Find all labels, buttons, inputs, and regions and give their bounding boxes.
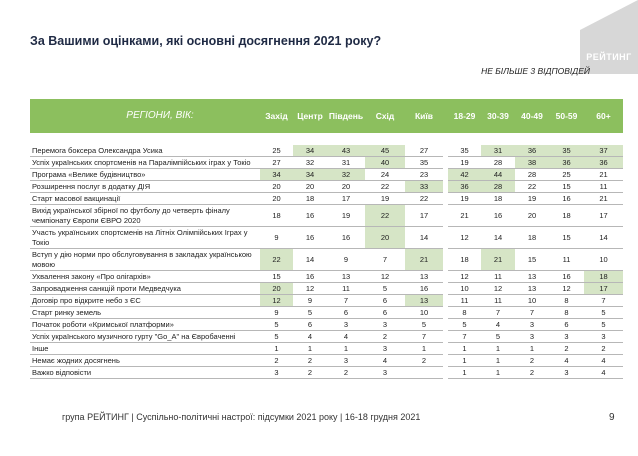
- value-cell: 14: [481, 227, 515, 249]
- value-cell: 18: [549, 205, 584, 227]
- value-cell: 16: [293, 205, 327, 227]
- value-cell: 34: [293, 145, 327, 157]
- page-title: За Вашими оцінками, які основні досягнення 2021 року?: [30, 34, 382, 48]
- value-cell: 12: [365, 271, 405, 283]
- table-row: [30, 205, 623, 227]
- value-cell: 20: [293, 181, 327, 193]
- table-row: [30, 227, 623, 249]
- value-cell: 3: [515, 331, 549, 343]
- value-cell: 21: [405, 249, 443, 271]
- table-row: [30, 295, 623, 307]
- value-cell: 38: [515, 157, 549, 169]
- col-header: Захід: [265, 111, 288, 121]
- table-row: [30, 319, 623, 331]
- value-cell: 27: [260, 157, 293, 169]
- value-cell: 12: [481, 283, 515, 295]
- value-cell: 36: [515, 145, 549, 157]
- value-cell: 40: [365, 157, 405, 169]
- value-cell: 3: [515, 319, 549, 331]
- value-cell: 1: [260, 343, 293, 355]
- table-row: [30, 367, 623, 379]
- value-cell: 5: [584, 319, 623, 331]
- value-cell: 2: [584, 343, 623, 355]
- row-label: Початок роботи «Кримської платформи»: [30, 319, 260, 331]
- value-cell: 13: [405, 295, 443, 307]
- value-cell: 18: [481, 193, 515, 205]
- value-cell: 11: [448, 295, 481, 307]
- value-cell: 35: [405, 157, 443, 169]
- row-label: Немає жодних досягнень: [30, 355, 260, 367]
- value-cell: 34: [293, 169, 327, 181]
- results-table: [30, 145, 623, 379]
- value-cell: 14: [293, 249, 327, 271]
- value-cell: 10: [515, 295, 549, 307]
- value-cell: 22: [365, 205, 405, 227]
- value-cell: 4: [584, 367, 623, 379]
- value-cell: 27: [405, 145, 443, 157]
- row-label: Вихід української збірної по футболу до четверть фіналу чемпіонату Європи ЄВРО 2020: [30, 205, 260, 227]
- value-cell: 2: [365, 331, 405, 343]
- value-cell: 19: [365, 193, 405, 205]
- value-cell: 28: [481, 157, 515, 169]
- value-cell: 23: [405, 169, 443, 181]
- value-cell: 15: [549, 181, 584, 193]
- value-cell: 33: [405, 181, 443, 193]
- value-cell: 5: [481, 331, 515, 343]
- value-cell: 8: [549, 295, 584, 307]
- value-cell: [405, 367, 443, 379]
- value-cell: 11: [481, 271, 515, 283]
- value-cell: 21: [584, 193, 623, 205]
- value-cell: 9: [260, 307, 293, 319]
- value-cell: 34: [260, 169, 293, 181]
- table-row: [30, 169, 623, 181]
- value-cell: 16: [293, 227, 327, 249]
- value-cell: 1: [481, 355, 515, 367]
- value-cell: 7: [327, 295, 365, 307]
- value-cell: 5: [260, 331, 293, 343]
- value-cell: 3: [365, 367, 405, 379]
- value-cell: 2: [293, 355, 327, 367]
- row-label: Перемога боксера Олександра Усика: [30, 145, 260, 157]
- value-cell: 4: [549, 355, 584, 367]
- value-cell: 8: [549, 307, 584, 319]
- value-cell: 11: [549, 249, 584, 271]
- value-cell: 1: [448, 367, 481, 379]
- value-cell: 3: [584, 331, 623, 343]
- value-cell: 32: [327, 169, 365, 181]
- value-cell: 3: [327, 319, 365, 331]
- row-label: Вступ у дію норми про обслуговування в закладах українською мовою: [30, 249, 260, 271]
- value-cell: 35: [549, 145, 584, 157]
- value-cell: 7: [481, 307, 515, 319]
- value-cell: 9: [260, 227, 293, 249]
- value-cell: 4: [293, 331, 327, 343]
- value-cell: 6: [365, 295, 405, 307]
- value-cell: 1: [448, 355, 481, 367]
- value-cell: 12: [549, 283, 584, 295]
- col-header: Центр: [297, 111, 323, 121]
- table-row: [30, 271, 623, 283]
- value-cell: 9: [327, 249, 365, 271]
- value-cell: 42: [448, 169, 481, 181]
- value-cell: 7: [448, 331, 481, 343]
- value-cell: 16: [549, 271, 584, 283]
- value-cell: 16: [405, 283, 443, 295]
- value-cell: 22: [405, 193, 443, 205]
- value-cell: 36: [584, 157, 623, 169]
- value-cell: 8: [448, 307, 481, 319]
- value-cell: 45: [365, 145, 405, 157]
- value-cell: 16: [481, 205, 515, 227]
- table-row: [30, 157, 623, 169]
- value-cell: 4: [327, 331, 365, 343]
- value-cell: 3: [549, 367, 584, 379]
- value-cell: 1: [327, 343, 365, 355]
- value-cell: 2: [260, 355, 293, 367]
- col-header: Київ: [414, 111, 434, 121]
- value-cell: 1: [405, 343, 443, 355]
- value-cell: 32: [293, 157, 327, 169]
- value-cell: 5: [293, 307, 327, 319]
- value-cell: 3: [327, 355, 365, 367]
- col-header: 40-49: [521, 111, 543, 121]
- value-cell: 6: [365, 307, 405, 319]
- row-label: Старт ринку земель: [30, 307, 260, 319]
- col-header: Схід: [375, 111, 395, 121]
- table-row: [30, 193, 623, 205]
- value-cell: 43: [327, 145, 365, 157]
- value-cell: 3: [365, 319, 405, 331]
- value-cell: 20: [515, 205, 549, 227]
- value-cell: 28: [481, 181, 515, 193]
- value-cell: 17: [584, 205, 623, 227]
- table-row: [30, 283, 623, 295]
- value-cell: 28: [515, 169, 549, 181]
- value-cell: 4: [365, 355, 405, 367]
- value-cell: 18: [293, 193, 327, 205]
- value-cell: 13: [405, 271, 443, 283]
- value-cell: 20: [365, 227, 405, 249]
- col-header: 30-39: [487, 111, 509, 121]
- row-label: Успіх українських спортсменів на Паралімпійських іграх у Токіо: [30, 157, 260, 169]
- value-cell: 25: [260, 145, 293, 157]
- value-cell: 1: [448, 343, 481, 355]
- value-cell: 18: [448, 249, 481, 271]
- value-cell: 1: [293, 343, 327, 355]
- row-label: Інше: [30, 343, 260, 355]
- value-cell: 21: [584, 169, 623, 181]
- value-cell: 21: [448, 205, 481, 227]
- value-cell: 5: [405, 319, 443, 331]
- value-cell: 25: [549, 169, 584, 181]
- value-cell: 7: [405, 331, 443, 343]
- value-cell: 10: [405, 307, 443, 319]
- value-cell: 20: [260, 283, 293, 295]
- value-cell: 14: [405, 227, 443, 249]
- rating-logo: [580, 0, 638, 74]
- value-cell: 12: [448, 271, 481, 283]
- value-cell: 2: [327, 367, 365, 379]
- value-cell: 2: [515, 367, 549, 379]
- value-cell: 4: [481, 319, 515, 331]
- value-cell: 3: [549, 331, 584, 343]
- value-cell: 22: [260, 249, 293, 271]
- value-cell: 5: [260, 319, 293, 331]
- value-cell: 31: [327, 157, 365, 169]
- value-cell: 11: [481, 295, 515, 307]
- value-cell: 37: [584, 145, 623, 157]
- logo-text: РЕЙТИНГ: [586, 52, 632, 62]
- row-label: Програма «Велике будівництво»: [30, 169, 260, 181]
- row-label: Розширення послуг в додатку ДІЯ: [30, 181, 260, 193]
- value-cell: 19: [448, 193, 481, 205]
- value-cell: 24: [365, 169, 405, 181]
- value-cell: 15: [549, 227, 584, 249]
- col-header: 60+: [596, 111, 611, 121]
- row-label: Запровадження санкцій проти Медведчука: [30, 283, 260, 295]
- value-cell: 12: [260, 295, 293, 307]
- value-cell: 13: [515, 271, 549, 283]
- col-header: 50-59: [555, 111, 578, 121]
- value-cell: 5: [584, 307, 623, 319]
- value-cell: 18: [515, 227, 549, 249]
- answers-note: НЕ БІЛЬШЕ 3 ВІДПОВІДЕЙ: [481, 66, 590, 76]
- table-row: [30, 355, 623, 367]
- value-cell: 7: [365, 249, 405, 271]
- value-cell: 17: [327, 193, 365, 205]
- value-cell: 13: [327, 271, 365, 283]
- table-row: [30, 307, 623, 319]
- value-cell: 12: [293, 283, 327, 295]
- value-cell: 15: [515, 249, 549, 271]
- logo-triangle-icon: [580, 0, 638, 30]
- value-cell: 9: [293, 295, 327, 307]
- value-cell: 11: [584, 181, 623, 193]
- value-cell: 18: [584, 271, 623, 283]
- value-cell: 10: [584, 249, 623, 271]
- value-cell: 44: [481, 169, 515, 181]
- value-cell: 6: [327, 307, 365, 319]
- value-cell: 4: [584, 355, 623, 367]
- row-label: Договір про відкрите небо з ЄС: [30, 295, 260, 307]
- value-cell: 1: [481, 367, 515, 379]
- value-cell: 16: [293, 271, 327, 283]
- value-cell: 36: [549, 157, 584, 169]
- value-cell: 12: [448, 227, 481, 249]
- value-cell: 3: [260, 367, 293, 379]
- row-label: Старт масової вакцинації: [30, 193, 260, 205]
- value-cell: 1: [481, 343, 515, 355]
- value-cell: 16: [327, 227, 365, 249]
- value-cell: 2: [293, 367, 327, 379]
- value-cell: 5: [448, 319, 481, 331]
- value-cell: 11: [327, 283, 365, 295]
- regions-age-label: РЕГІОНИ, ВІК:: [126, 110, 194, 121]
- value-cell: 15: [260, 271, 293, 283]
- footer-text: група РЕЙТИНГ | Суспільно-політичні настрої: підсумки 2021 року | 16-18 грудня 2021: [62, 412, 421, 422]
- value-cell: 35: [448, 145, 481, 157]
- value-cell: 17: [584, 283, 623, 295]
- value-cell: 19: [515, 193, 549, 205]
- value-cell: 20: [260, 193, 293, 205]
- value-cell: 1: [515, 343, 549, 355]
- col-header: 18-29: [453, 111, 476, 121]
- value-cell: 16: [549, 193, 584, 205]
- table-row: [30, 145, 623, 157]
- row-label: Успіх українського музичного гурту "Go_A" на Євробаченні: [30, 331, 260, 343]
- row-label: Участь українських спортсменів на Літніх Олімпійських Іграх у Токіо: [30, 227, 260, 249]
- value-cell: 2: [549, 343, 584, 355]
- value-cell: 20: [260, 181, 293, 193]
- value-cell: 2: [515, 355, 549, 367]
- col-header: Південь: [328, 111, 364, 121]
- value-cell: 6: [293, 319, 327, 331]
- value-cell: 31: [481, 145, 515, 157]
- table-header: [30, 99, 623, 133]
- value-cell: 5: [365, 283, 405, 295]
- value-cell: 13: [515, 283, 549, 295]
- value-cell: 7: [515, 307, 549, 319]
- value-cell: 19: [327, 205, 365, 227]
- value-cell: 22: [515, 181, 549, 193]
- value-cell: 18: [260, 205, 293, 227]
- table-row: [30, 343, 623, 355]
- value-cell: 20: [327, 181, 365, 193]
- value-cell: 3: [365, 343, 405, 355]
- row-label: Важко відповісти: [30, 367, 260, 379]
- value-cell: 17: [405, 205, 443, 227]
- table-row: [30, 249, 623, 271]
- value-cell: 21: [481, 249, 515, 271]
- value-cell: 36: [448, 181, 481, 193]
- value-cell: 22: [365, 181, 405, 193]
- table-row: [30, 331, 623, 343]
- value-cell: 2: [405, 355, 443, 367]
- row-label: Ухвалення закону «Про олігархів»: [30, 271, 260, 283]
- value-cell: 10: [448, 283, 481, 295]
- value-cell: 6: [549, 319, 584, 331]
- value-cell: 19: [448, 157, 481, 169]
- table-row: [30, 181, 623, 193]
- value-cell: 14: [584, 227, 623, 249]
- value-cell: 7: [584, 295, 623, 307]
- page-number: 9: [609, 412, 615, 423]
